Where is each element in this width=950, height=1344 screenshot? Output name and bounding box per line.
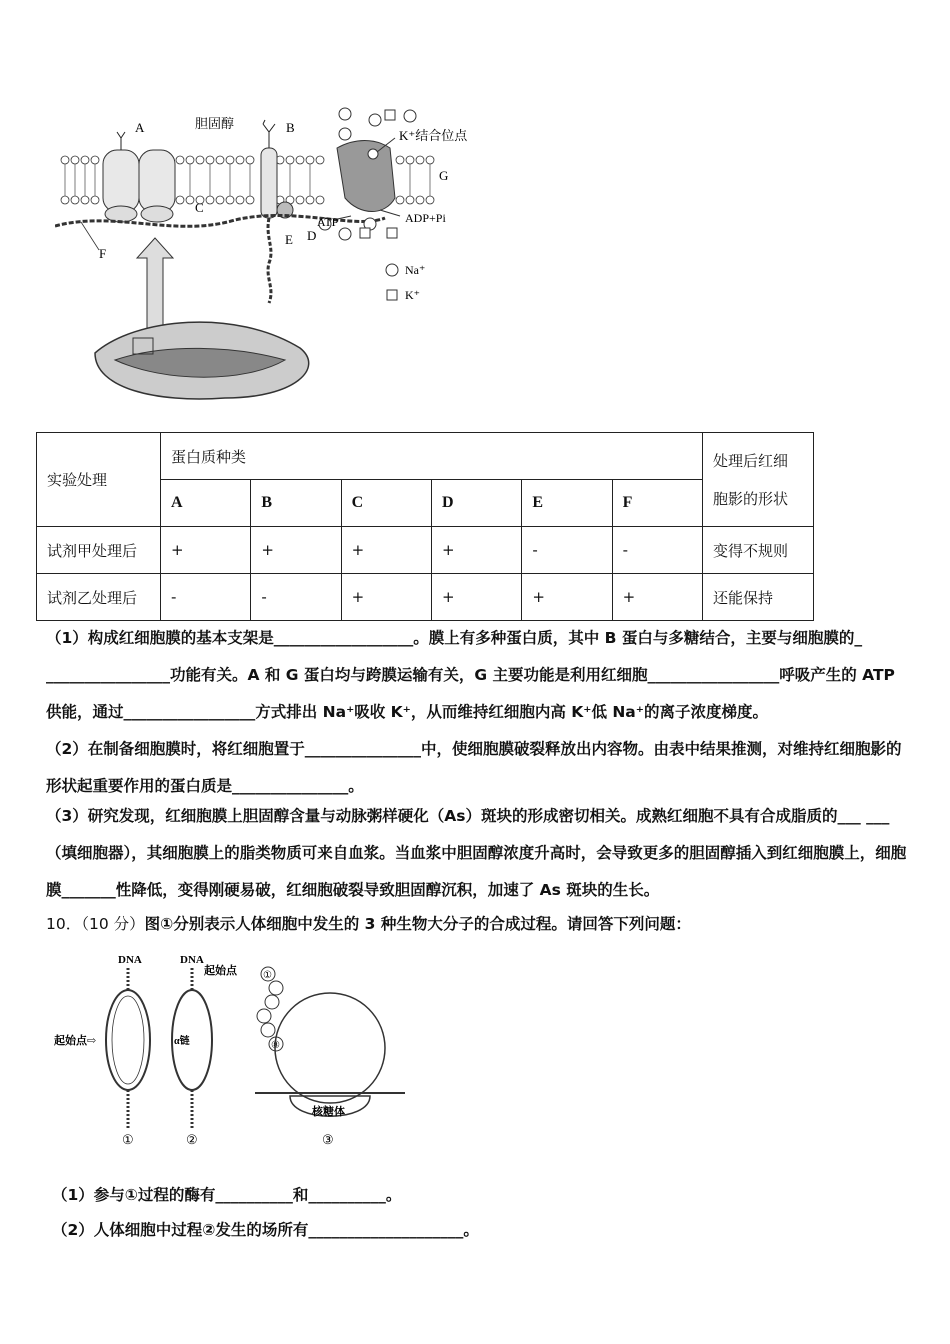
protein-col: E [522, 480, 612, 527]
cell: - [251, 574, 341, 621]
q9-part3: （3）研究发现，红细胞膜上胆固醇含量与动脉粥样硬化（As）斑块的形成密切相关。成熟红细胞不具有合成脂质的___ ___（填细胞器），其细胞膜上的脂类物质可来自血浆。当血浆中胆固醇浓度升高时，会导致更多的胆固醇插入到红细胞膜上，细胞膜_______性降低，变得刚硬易破，红细胞破裂导致胆固醇沉积，加速了 As 斑块的生长。 [46, 807, 907, 899]
replication-bubble [106, 990, 150, 1090]
q9-part2: （2）在制备细胞膜时，将红细胞置于_______________中，使细胞膜破裂释放出内容物。由表中结果推测，对维持红细胞影的形状起重要作用的蛋白质是_______________。 [46, 740, 902, 795]
protein-col: D [431, 480, 521, 527]
cell: + [341, 527, 431, 574]
protein-g-pump [337, 141, 395, 212]
row-label: 试剂乙处理后 [37, 574, 161, 621]
protein-col: A [161, 480, 251, 527]
cell: - [612, 527, 702, 574]
fig-ribosome: 核糖体 [312, 1106, 345, 1118]
protein-b [261, 148, 277, 218]
label-cholesterol: 胆固醇 [195, 116, 235, 131]
fig-alpha: α链 [174, 1036, 190, 1047]
legend-k-label: K⁺ [405, 288, 420, 302]
label-c: C [195, 200, 204, 215]
experiment-table [36, 432, 814, 621]
q10-sub1: （1）参与①过程的酶有__________和__________。 [52, 1186, 402, 1204]
table-header-shape: 处理后红细 胞影的形状 [703, 433, 814, 527]
fig-n3: ③ [322, 1132, 334, 1147]
membrane-diagram [55, 98, 525, 428]
fig-top1: ① [263, 970, 272, 981]
q10-stem: 10．（10 分）图①分别表示人体细胞中发生的 3 种生物大分子的合成过程。请回答下列问题： [46, 915, 691, 933]
protein-a [103, 150, 139, 212]
label-e: E [285, 232, 293, 247]
label-d: D [307, 228, 317, 243]
table-header-protein: 蛋白质种类 [161, 433, 703, 480]
protein-col: C [341, 480, 431, 527]
legend-na-label: Na⁺ [405, 263, 426, 277]
label-a: A [135, 120, 145, 135]
cell: + [341, 574, 431, 621]
row-shape: 还能保持 [703, 574, 814, 621]
cell: + [161, 527, 251, 574]
label-g: G [439, 168, 449, 183]
table-row [37, 527, 814, 574]
cell: + [612, 574, 702, 621]
synthesis-diagram [50, 948, 410, 1148]
protein-col: F [612, 480, 702, 527]
cell: + [431, 527, 521, 574]
fig-dna2: DNA [180, 954, 204, 966]
row-label: 试剂甲处理后 [37, 527, 161, 574]
legend-k-icon [387, 290, 397, 300]
fig-top8: ⑧ [271, 1040, 280, 1051]
cell: + [251, 527, 341, 574]
label-f: F [99, 246, 107, 261]
label-adp: ADP+Pi [405, 211, 446, 225]
protein-e [268, 218, 271, 303]
row-shape: 变得不规则 [703, 527, 814, 574]
cell: - [522, 527, 612, 574]
cell: + [522, 574, 612, 621]
fig-n1: ① [122, 1132, 134, 1147]
table-header-treatment: 实验处理 [37, 433, 161, 527]
label-k-site: K⁺结合位点 [399, 128, 468, 143]
fig-origin-left: 起始点⇨ [54, 1035, 97, 1047]
q9-part1: （1）构成红细胞膜的基本支架是__________________。膜上有多种蛋白质，其中 B 蛋白与多糖结合，主要与细胞膜的_ ________________功能有关。A 和 G 蛋白均与跨膜运输有关，G 主要功能是利用红细胞_________________呼吸产生的 ATP 供能，通过_________________方式排出 Na⁺吸收 K⁺，从而维持红细胞内高 K⁺低 Na⁺的离子浓度梯度。 [46, 629, 895, 721]
fig-origin-top: 起始点 [204, 965, 237, 977]
fig-dna1: DNA [118, 954, 142, 966]
table-row [37, 574, 814, 621]
q10-sub2: （2）人体细胞中过程②发生的场所有____________________。 [52, 1221, 479, 1239]
ribosome-large [275, 993, 385, 1103]
cell: + [431, 574, 521, 621]
protein-col: B [251, 480, 341, 527]
cell: - [161, 574, 251, 621]
fig-n2: ② [186, 1132, 198, 1147]
label-b: B [286, 120, 295, 135]
legend-na-icon [386, 264, 398, 276]
label-atp: ATP [317, 215, 339, 229]
